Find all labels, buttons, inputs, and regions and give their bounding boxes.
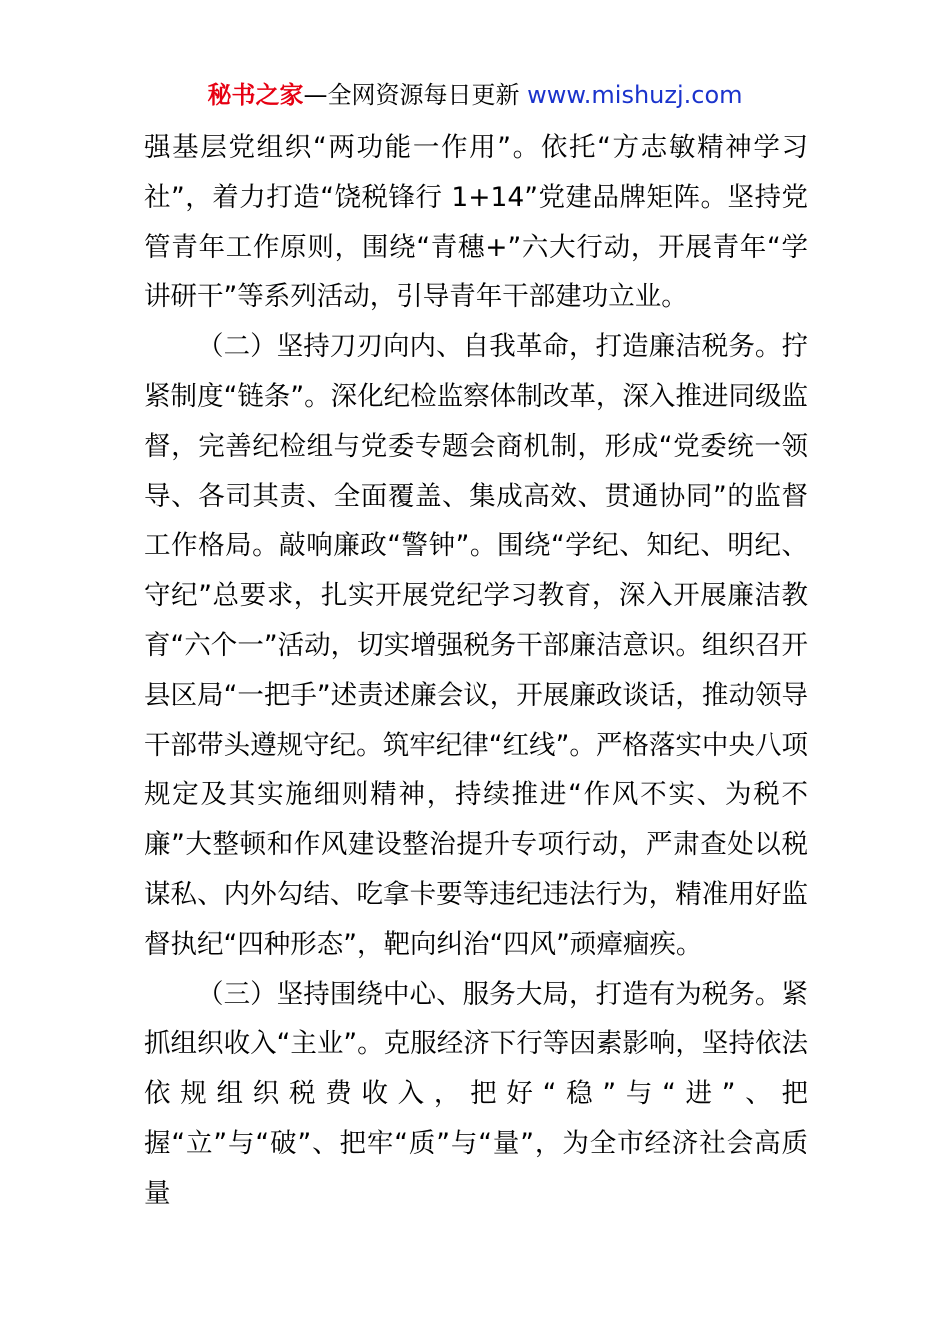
paragraph-clean-taxation: （二）坚持刀刃向内、自我革命，打造廉洁税务。拧紧制度“链条”。深化纪检监察体制改革，深入推进同级监督，完善纪检组与党委专题会商机制，形成“党委统一领导、各司其责、全面覆盖、集成高效、贯通协同”的监督工作格局。敲响廉政“警钟”。围绕“学纪、知纪、明纪、守纪”总要求，扎实开展党纪学习教育，深入开展廉洁教育“六个一”活动，切实增强税务干部廉洁意识。组织召开县区局“一把手”述责述廉会议，开展廉政谈话，推动领导干部带头遵规守纪。筑牢纪律“红线”。严格落实中央八项规定及其实施细则精神，持续推进“作风不实、为税不廉”大整顿和作风建设整治提升专项行动，严肃查处以税谋私、内外勾结、吃拿卡要等违纪违法行为，精准用好监督执纪“四种形态”，靶向纠治“四风”顽瘴痼疾。 [144,331,808,960]
paragraph-party-building: 强基层党组织“两功能一作用”。依托“方志敏精神学习社”，着力打造“饶税锋行 1+14”党建品牌矩阵。坚持党管青年工作原则，围绕“青穗+”六大行动，开展青年“学讲研干”等系列活动，引导青年干部建功立业。 [144,132,808,313]
brand-name: 秘书之家 [207,81,304,109]
header-slogan: —全网资源每日更新 [303,81,528,109]
site-url-link[interactable]: www.mishuzj.com [527,81,743,109]
document-body [144,123,808,1219]
paragraph-effective-taxation: （三）坚持围绕中心、服务大局，打造有为税务。紧抓组织收入“主业”。克服经济下行等因素影响，坚持依法依规组织税费收入，把好“稳”与“进”、把握“立”与“破”、把牢“质”与“量”，为全市经济社会高质量 [144,978,808,1209]
site-header [0,78,950,112]
